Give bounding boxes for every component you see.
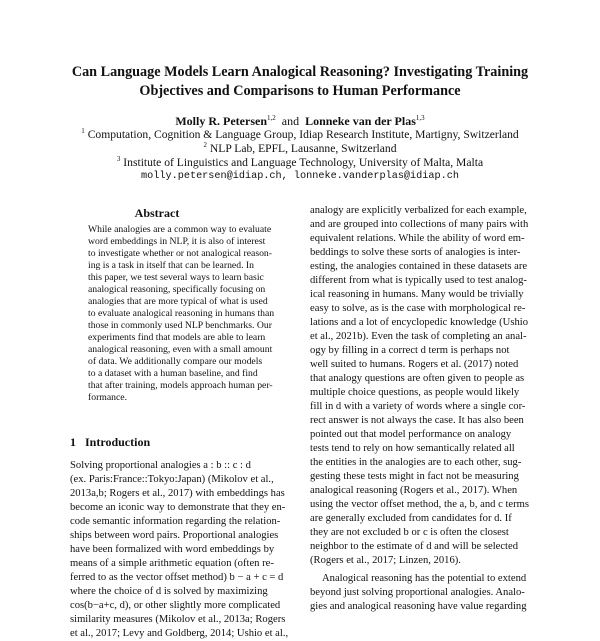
body-line: easy to solve, as is the case with morphological re- <box>310 303 526 314</box>
author-affil-sup: 1,3 <box>415 114 425 122</box>
body-line: (Rogers et al., 2017; Linzen, 2016). <box>310 555 461 566</box>
author-line <box>40 114 560 128</box>
body-line: are generally excluded from candidates for d. If <box>310 513 512 524</box>
abstract-line: analogical reasoning, specifically focusing on <box>88 284 266 295</box>
intro-line: where the choice of d is solved by maximizing <box>70 586 268 597</box>
body-line: and are grouped into collections of many pairs with <box>310 219 529 230</box>
body-line: esting, the analogies contained in these datasets are <box>310 261 528 272</box>
body-line: beddings to solve these sorts of analogies is inter- <box>310 247 521 258</box>
body-line: analogy are explicitly verbalized for each example, <box>310 205 527 216</box>
intro-line: Solving proportional analogies a : b :: c : d <box>70 460 251 471</box>
affiliation-sup: 3 <box>116 155 121 164</box>
body-line: Analogical reasoning has the potential to extend <box>322 573 527 584</box>
abstract-line: to investigate whether or not analogical reason- <box>88 248 272 259</box>
body-line: multiple choice questions, as people would likely <box>310 387 520 398</box>
body-line: rect answer is not always the case. It has also been <box>310 415 524 426</box>
abstract-line: analogical reasoning, even with a small amount <box>88 344 273 355</box>
abstract-heading: Abstract <box>134 206 180 220</box>
abstract-line: to evaluate analogical reasoning in humans than <box>88 308 275 319</box>
intro-line: have been formalized with word embeddings by <box>70 544 275 555</box>
affiliation <box>40 142 560 156</box>
author-and: and <box>281 114 300 128</box>
affiliation-text: NLP Lab, EPFL, Lausanne, Switzerland <box>209 142 397 155</box>
section-title: Introduction <box>85 435 151 449</box>
abstract-line: word embeddings in NLP, it is also of interest <box>88 236 266 247</box>
intro-line: ferred to as the vector offset method) b − a + c = d <box>70 572 284 583</box>
body-line: lations and a lot of encyclopedic knowledge (Ushio <box>310 317 528 328</box>
intro-line: et al., 2017; Levy and Goldberg, 2014; Ushio et al., <box>70 628 289 639</box>
body-line: analogical reasoning (Rogers et al., 2017). When <box>310 485 518 496</box>
paper-title <box>40 63 560 101</box>
body-line: they are not excluded b or c is often the closest <box>310 527 509 538</box>
abstract-line: experiments find that models are able to learn <box>88 332 266 343</box>
body-line: gies and analogical reasoning have value regarding <box>310 601 527 612</box>
affiliation-text: Institute of Linguistics and Language Technology, University of Malta, Malta <box>123 156 484 169</box>
author-affil-sup: 1,2 <box>267 114 276 122</box>
affiliation-sup: 2 <box>203 141 207 150</box>
title-line: Can Language Models Learn Analogical Reasoning? Investigating Training <box>71 64 529 80</box>
body-line: the entities in the analogies are to each other, sug- <box>310 457 522 468</box>
section-heading <box>70 435 150 449</box>
intro-line: means of a simple arithmetic equation (often re- <box>70 558 274 569</box>
abstract-line: ing is a task in itself that can be learned. In <box>88 260 254 271</box>
section-number: 1 <box>70 435 76 449</box>
author-emails: molly.petersen@idiap.ch, lonneke.vanderplas@idiap.ch <box>141 171 459 182</box>
body-line: ogy by filling in a correct d term is perhaps not <box>310 345 510 356</box>
body-line: et al., 2021b). Even the task of completing an anal- <box>310 331 527 342</box>
abstract-line: that after training, models approach human per- <box>88 380 273 391</box>
affiliation-sup: 1 <box>81 127 85 136</box>
affiliation-text: Computation, Cognition & Language Group, Idiap Research Institute, Martigny, Switzerland <box>87 128 519 141</box>
abstract-line: those in commonly used NLP benchmarks. Our <box>88 320 272 331</box>
abstract-line: While analogies are a common way to evaluate <box>88 224 272 235</box>
abstract-line: to a dataset with a human baseline, and find <box>88 368 258 379</box>
body-line: different from what is typically used to test analog- <box>310 275 527 286</box>
title-line: Objectives and Comparisons to Human Performance <box>139 83 461 99</box>
intro-line: (ex. Paris:France::Tokyo:Japan) (Mikolov et al., <box>70 474 274 485</box>
body-line: gesting these tests might in fact not be measuring <box>310 471 519 482</box>
intro-line: code semantic information regarding the relation- <box>70 516 281 527</box>
body-line: pointed out that model performance on analogy <box>310 429 512 440</box>
abstract-line: this paper, we test several ways to learn basic <box>88 272 264 283</box>
abstract-line: of data. We additionally compare our models <box>88 356 263 367</box>
body-line: ical reasoning in humans. Many would be trivially <box>310 289 524 300</box>
body-line: neighbor to the estimate of d and will be selected <box>310 541 518 552</box>
intro-line: cos(b−a+c, d), or other slightly more complicated <box>70 600 281 611</box>
intro-line: 2013a,b; Rogers et al., 2017) with embeddings has <box>70 488 285 499</box>
body-line: beyond just solving proportional analogies. Analo- <box>310 587 525 598</box>
affiliation <box>40 128 560 142</box>
body-line: equivalent relations. While the ability of word em- <box>310 233 525 244</box>
body-line: that analogy questions are often given to people as <box>310 373 525 384</box>
intro-line: similarity measures (Mikolov et al., 2013a; Rogers <box>70 614 286 625</box>
intro-line: ships between word pairs. Proportional analogies <box>70 530 279 541</box>
author-name: Molly R. Petersen <box>175 114 267 128</box>
body-line: fill in d with a variety of words where a single cor- <box>310 401 526 412</box>
author-name: Lonneke van der Plas <box>305 114 416 128</box>
body-line: using the vector offset method, the a, b, and c terms <box>310 499 529 510</box>
abstract-line: analogies that are more typical of what is used <box>88 296 268 307</box>
body-line: tests tend to rely on how semantically related all <box>310 443 515 454</box>
affiliation <box>40 156 560 170</box>
intro-line: become an iconic way to demonstrate that they en- <box>70 502 286 513</box>
body-line: well suited to humans. Rogers et al. (2017) noted <box>310 359 519 370</box>
abstract-line: formance. <box>88 392 127 403</box>
